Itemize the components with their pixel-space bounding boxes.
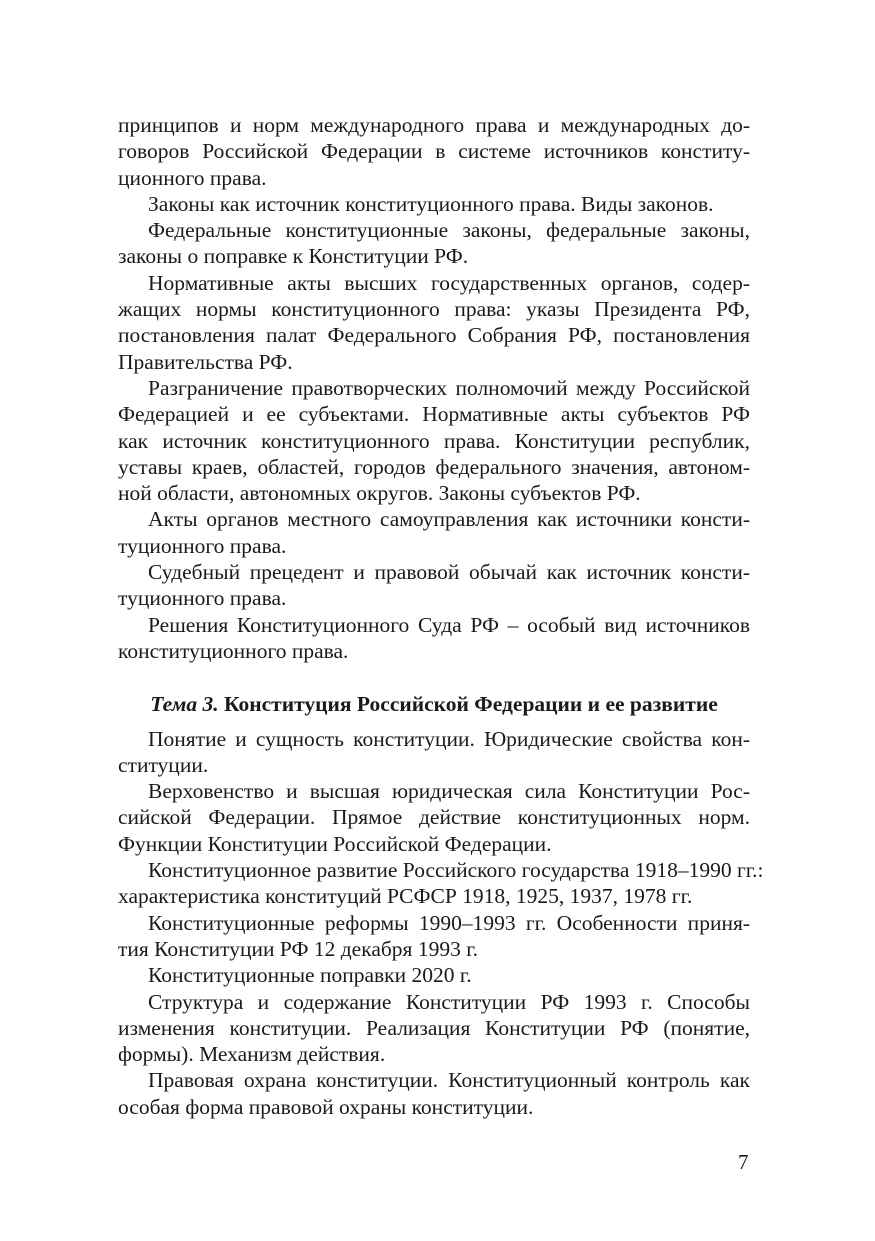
text-line: уставы краев, областей, городов федерального значения, автоном- [118,454,750,479]
text-line: Конституционное развитие Российского государства 1918–1990 гг.: [148,858,764,883]
text-line: как источник конституционного права. Конституции республик, [118,428,750,453]
paragraphs-after-heading [118,726,764,1120]
text-line: сийской Федерации. Прямое действие конституционных норм. [118,805,750,830]
paragraph [118,559,750,612]
paragraph [118,989,750,1068]
paragraph [118,612,750,665]
page-number: 7 [738,1150,749,1174]
text-line: туционного права. [118,533,287,558]
topic-number: Тема 3. [150,692,219,717]
text-line: Разграничение правотворческих полномочий между Российской [148,375,750,400]
text-line: конституционного права. [118,638,349,663]
text-line: Федерацией и ее субъектами. Нормативные акты субъектов РФ [118,402,750,427]
paragraph [118,112,750,191]
text-line: жащих нормы конституционного права: указы Президента РФ, [118,297,750,322]
text-line: Структура и содержание Конституции РФ 1993 г. Способы [148,989,750,1014]
text-line: тия Конституции РФ 12 декабря 1993 г. [118,936,478,961]
text-line: законы о поправке к Конституции РФ. [118,244,469,269]
paragraph [118,857,764,910]
text-line: ционного права. [118,165,267,190]
paragraph [118,375,750,506]
text-line: Правовая охрана конституции. Конституционный контроль как [148,1068,750,1093]
paragraph [118,962,750,988]
text-line: Акты органов местного самоуправления как источники консти- [148,507,750,532]
text-line: Нормативные акты высших государственных органов, содер- [148,270,750,295]
body-text [118,112,764,1120]
text-line: туционного права. [118,586,287,611]
paragraph [118,1067,750,1120]
text-line: формы). Механизм действия. [118,1042,386,1067]
text-line: постановления палат Федерального Собрания РФ, постановления [118,323,750,348]
text-line: ной области, автономных округов. Законы субъектов РФ. [118,481,641,506]
text-line: Конституционные поправки 2020 г. [148,963,472,988]
text-line: Верховенство и высшая юридическая сила Конституции Рос- [148,779,750,804]
text-line: Конституционные реформы 1990–1993 гг. Особенности приня- [148,910,750,935]
text-line: Решения Конституционного Суда РФ – особый вид источников [148,612,750,637]
paragraphs-before-heading [118,112,750,664]
topic-title: Конституция Российской Федерации и ее развитие [223,692,718,717]
text-line: характеристика конституций РСФСР 1918, 1925, 1937, 1978 гг. [118,884,693,909]
text-line: Федеральные конституционные законы, федеральные законы, [148,218,750,243]
paragraph [118,270,750,375]
text-line: Законы как источник конституционного права. Виды законов. [148,191,714,216]
topic-heading [118,691,750,717]
paragraph [118,506,750,559]
paragraph [118,910,750,963]
text-line: Функции Конституции Российской Федерации. [118,831,552,856]
paragraph [118,191,750,217]
text-line: говоров Российской Федерации в системе источников конститу- [118,139,750,164]
text-line: Правительства РФ. [118,349,293,374]
text-line: ституции. [118,752,209,777]
paragraph [118,217,750,270]
text-line: Судебный прецедент и правовой обычай как источник консти- [148,560,750,585]
text-line: принципов и норм международного права и международных до- [118,113,750,137]
text-line: особая форма правовой охраны конституции. [118,1094,534,1119]
paragraph [118,726,750,779]
paragraph [118,778,750,857]
text-line: изменения конституции. Реализация Конституции РФ (понятие, [118,1015,750,1040]
text-line: Понятие и сущность конституции. Юридические свойства кон- [148,726,750,751]
